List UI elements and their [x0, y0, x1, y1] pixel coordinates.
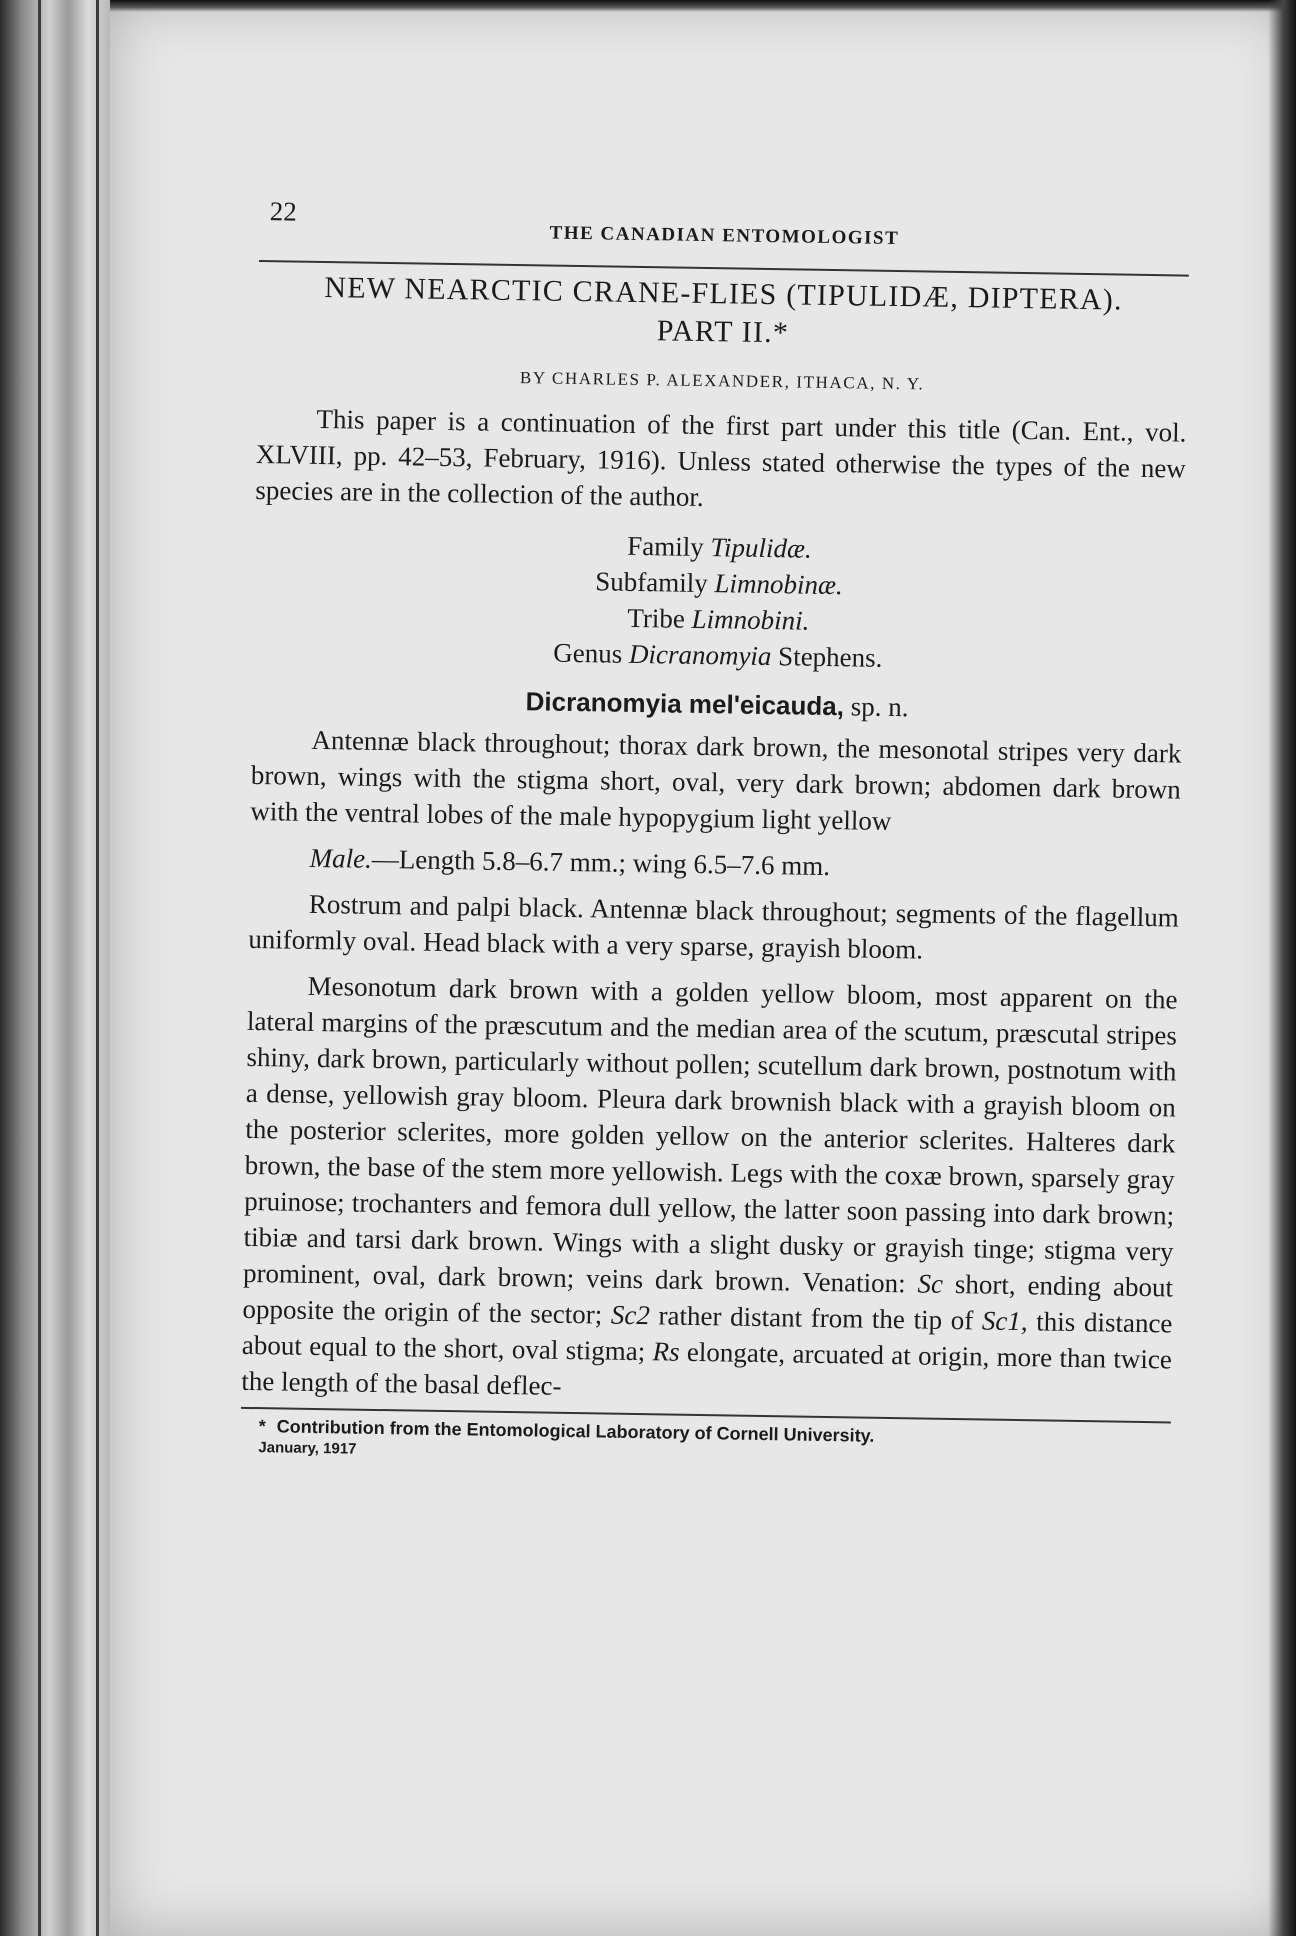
thorax-text-3: rather distant from the tip of — [658, 1300, 974, 1336]
binding-line — [38, 0, 41, 1936]
diagnosis-paragraph: Antennæ black throughout; thorax dark brown, the mesonotal stripes very dark brown, wings with the stigma short, oval, very dark brown; abdomen dark brown with the ventral lobes of the male hypopygium light yellow — [250, 724, 1182, 836]
thorax-paragraph — [241, 967, 1178, 1414]
article-title-line2: PART II.* — [656, 314, 790, 350]
thorax-text-5: elongate, arcuated at origin, more than twice the length of the basal deflec- — [241, 1336, 1173, 1401]
vein-sc2: Sc2 — [610, 1299, 651, 1331]
subfamily-name: Limnobinæ. — [714, 568, 843, 601]
family-name: Tipulidæ. — [710, 532, 813, 564]
page-sheet — [110, 0, 1296, 1936]
genus-name: Dicranomyia — [628, 638, 772, 672]
page-number: 22 — [269, 196, 297, 227]
tribe-name: Limnobini. — [691, 603, 810, 636]
thorax-text-2: short, ending about opposite the origin of the sector; — [242, 1269, 1174, 1330]
vein-rs: Rs — [652, 1336, 680, 1367]
byline: BY CHARLES P. ALEXANDER, ITHACA, N. Y. — [519, 368, 925, 394]
footnote — [240, 1415, 1171, 1474]
running-header — [259, 196, 1190, 257]
species-heading — [252, 682, 1182, 728]
article-title — [258, 268, 1189, 359]
footnote-text: Contribution from the Entomological Laboratory of Cornell University. — [276, 1416, 875, 1446]
thorax-text-1: Mesonotum dark brown with a golden yellow bloom, most apparent on the lateral margins of the præscutum and the median area of the scutum, præscutal stripes shiny, dark brown, particularly without pollen; scutellum dark brown, postnotum with a dense, yellowish gray bloom. Pleura dark brownish black with a grayish bloom on the posterior sclerites, more golden yellow on the anterior sclerites. Halteres dark brown, the base of the stem more yellowish. Legs with the coxæ brown, sparsely gray pruinose; trochanters and femora dull yellow, the latter soon passing into dark brown; tibiæ and tarsi dark brown. Wings with a slight dusky or grayish tinge; stigma very prominent, oval, dark brown; veins dark brown. Venation: — [242, 970, 1178, 1299]
intro-paragraph: This paper is a continuation of the first part under this title (Can. Ent., vol. XLVIII, pp. 42–53, February, 1916). Unless stated otherwise the types of the new species are in the collection of the author. — [255, 403, 1187, 513]
head-paragraph: Rostrum and palpi black. Antennæ black throughout; segments of the flagellum uniformly oval. Head black with a very sparse, grayish bloom. — [248, 888, 1180, 965]
tribe-label: Tribe — [627, 602, 686, 634]
genus-author: Stephens. — [777, 641, 883, 673]
family-label: Family — [627, 530, 705, 563]
footnote-date: January, 1917 — [258, 1439, 357, 1458]
page-right-edge — [1268, 0, 1296, 1936]
vein-sc: Sc — [917, 1268, 944, 1299]
genus-label: Genus — [553, 637, 623, 669]
page-top-edge — [110, 0, 1296, 12]
binding-line — [96, 0, 99, 1936]
article-title-line1: NEW NEARCTIC CRANE-FLIES (TIPULIDÆ, DIPTERA). — [324, 271, 1123, 317]
species-suffix: sp. n. — [850, 691, 909, 723]
book-binding — [0, 0, 110, 1936]
male-text: —Length 5.8–6.7 mm.; wing 6.5–7.6 mm. — [371, 843, 831, 882]
page-content — [240, 196, 1190, 1473]
male-label: Male. — [309, 842, 373, 874]
thorax-text-4: this distance about equal to the short, oval stigma; — [241, 1306, 1173, 1367]
subfamily-label: Subfamily — [594, 566, 708, 599]
taxonomy-block — [253, 522, 1185, 681]
footnote-mark: * — [258, 1416, 266, 1437]
species-name: Dicranomyia mel'eicauda, — [525, 686, 845, 722]
vein-sc1: Sc1, — [981, 1305, 1028, 1337]
journal-title: THE CANADIAN ENTOMOLOGIST — [549, 222, 900, 250]
